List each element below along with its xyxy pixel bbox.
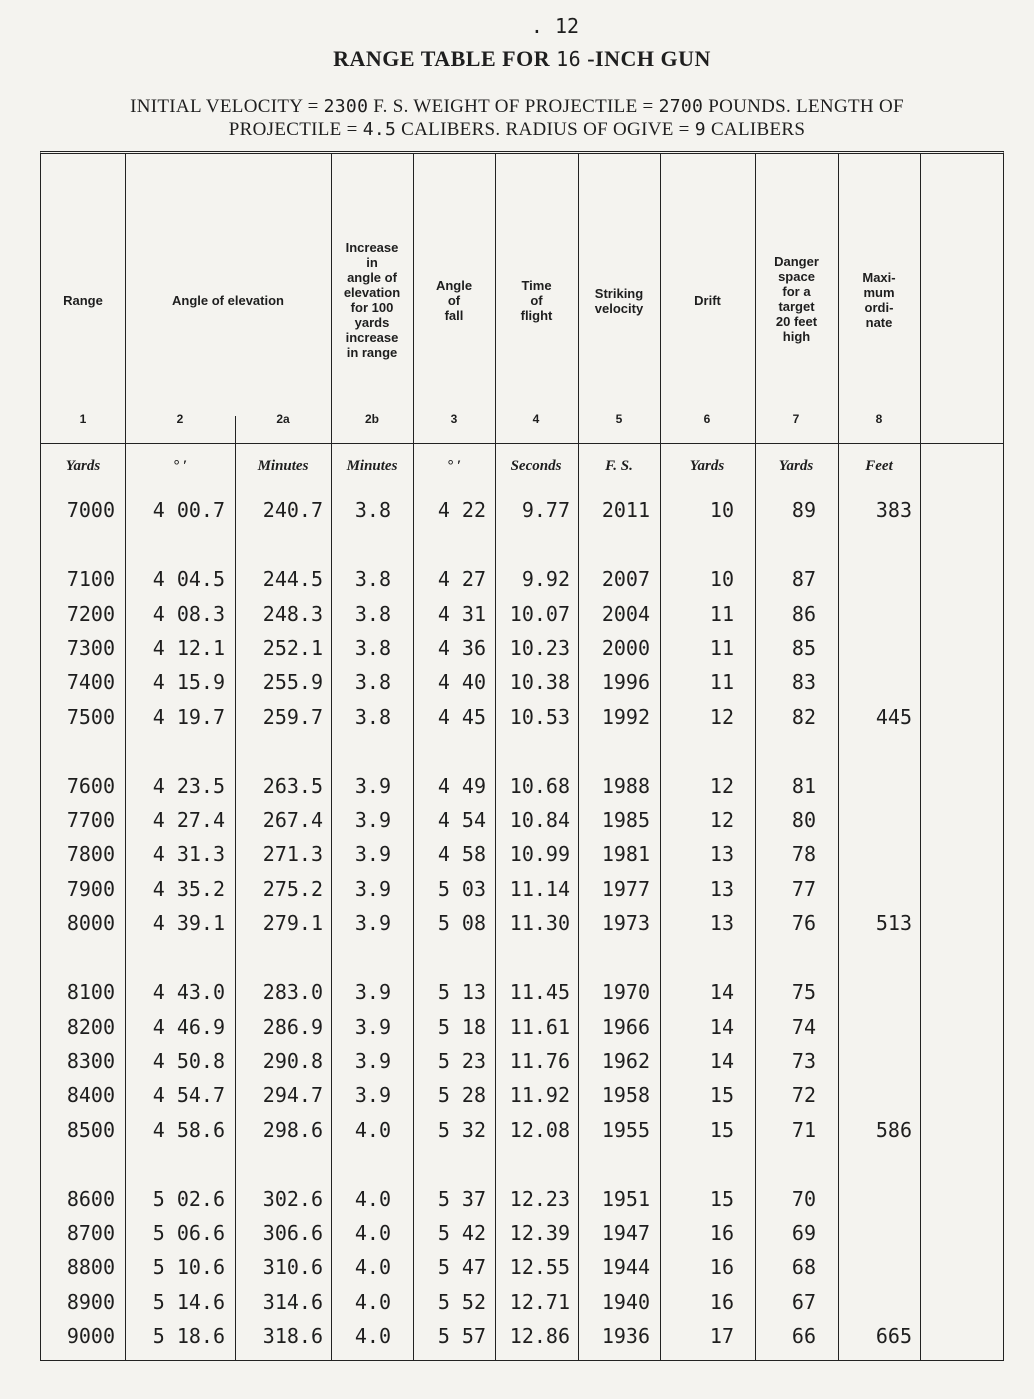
range-table	[40, 151, 1004, 1361]
cell-min: 290.8	[262, 1048, 323, 1073]
cell-inc: 3.8	[354, 601, 391, 626]
cell-danger: 70	[791, 1186, 816, 1211]
cell-min: 318.6	[262, 1324, 323, 1348]
page-title	[0, 46, 1034, 72]
cell-drift: 14	[709, 1014, 734, 1039]
header-line: 20 feet	[775, 314, 818, 329]
header-line: elevation	[343, 285, 401, 300]
header-velocity	[578, 286, 660, 316]
cell-fall: 5 18	[437, 1014, 486, 1039]
header-elevation: Angle of elevation	[172, 293, 284, 308]
cell-time: 10.23	[509, 635, 570, 660]
cell-drift: 13	[709, 911, 734, 935]
cell-elev: 5 02.6	[152, 1186, 225, 1211]
cell-inc: 3.9	[354, 808, 391, 833]
cell-inc: 3.8	[354, 498, 391, 522]
cell-range: 8500	[66, 1117, 115, 1142]
cell-vel: 1992	[601, 704, 650, 729]
cell-elev: 4 00.7	[152, 498, 225, 522]
subtitle-text: PROJECTILE =	[228, 119, 363, 140]
cell-time: 12.39	[509, 1221, 570, 1246]
cell-range: 7600	[66, 773, 115, 798]
cell-range: 7400	[66, 670, 115, 695]
cell-ord: 513	[875, 911, 912, 935]
title-suffix: -INCH GUN	[587, 46, 711, 71]
cell-elev: 4 43.0	[152, 980, 225, 1005]
subtitle-text: CALIBERS. RADIUS OF OGIVE =	[396, 119, 695, 140]
cell-time: 9.77	[521, 498, 570, 522]
header-line: for a	[782, 284, 811, 299]
cell-danger: 67	[791, 1289, 816, 1314]
cell-fall: 4 45	[437, 704, 486, 729]
cell-danger: 86	[791, 601, 816, 626]
length-value: 4.5	[362, 119, 397, 140]
cell-range: 8800	[66, 1255, 115, 1280]
cell-inc: 4.0	[354, 1324, 391, 1348]
cell-danger: 76	[791, 911, 816, 935]
column-number: 2	[176, 412, 184, 426]
cell-inc: 3.9	[354, 773, 391, 798]
cell-drift: 13	[709, 842, 734, 867]
cell-min: 310.6	[262, 1255, 323, 1280]
cell-vel: 1970	[601, 980, 650, 1005]
column-number: 6	[703, 412, 711, 426]
cell-inc: 3.8	[354, 567, 391, 592]
header-line: ordi-	[864, 300, 894, 315]
header-line: in	[366, 255, 378, 270]
cell-time: 12.23	[509, 1186, 570, 1211]
header-line: Time	[521, 278, 552, 293]
cell-danger: 68	[791, 1255, 816, 1280]
cell-min: 248.3	[262, 601, 323, 626]
header-line: in range	[346, 345, 398, 360]
cell-elev: 4 58.6	[152, 1117, 225, 1142]
cell-drift: 14	[709, 980, 734, 1005]
cell-vel: 1988	[601, 773, 650, 798]
column-divider	[125, 154, 126, 1360]
cell-danger: 74	[791, 1014, 816, 1039]
cell-min: 263.5	[262, 773, 323, 798]
cell-range: 7500	[66, 704, 115, 729]
cell-range: 7000	[66, 498, 115, 522]
cell-time: 10.53	[509, 704, 570, 729]
cell-min: 255.9	[262, 670, 323, 695]
header-line: target	[778, 299, 815, 314]
cell-inc: 3.8	[354, 635, 391, 660]
cell-time: 12.55	[509, 1255, 570, 1280]
header-divider	[41, 443, 1003, 444]
cell-danger: 87	[791, 567, 816, 592]
unit-label: Minutes	[346, 458, 398, 474]
cell-min: 283.0	[262, 980, 323, 1005]
header-line: mum	[863, 285, 895, 300]
cell-range: 9000	[66, 1324, 115, 1348]
cell-danger: 80	[791, 808, 816, 833]
cell-fall: 4 36	[437, 635, 486, 660]
cell-min: 298.6	[262, 1117, 323, 1142]
subtitle-text: INITIAL VELOCITY =	[130, 96, 324, 117]
cell-fall: 4 54	[437, 808, 486, 833]
cell-range: 8400	[66, 1083, 115, 1108]
cell-inc: 3.9	[354, 980, 391, 1005]
cell-fall: 5 28	[437, 1083, 486, 1108]
cell-drift: 11	[709, 635, 734, 660]
cell-danger: 75	[791, 980, 816, 1005]
cell-danger: 69	[791, 1221, 816, 1246]
cell-vel: 2007	[601, 567, 650, 592]
cell-time: 10.84	[509, 808, 570, 833]
header-line: yards	[354, 315, 390, 330]
cell-time: 11.76	[509, 1048, 570, 1073]
cell-vel: 2011	[601, 498, 650, 522]
header-line: fall	[444, 308, 464, 323]
cell-fall: 5 13	[437, 980, 486, 1005]
cell-vel: 1966	[601, 1014, 650, 1039]
cell-inc: 4.0	[354, 1221, 391, 1246]
cell-min: 240.7	[262, 498, 323, 522]
ogive-value: 9	[694, 119, 706, 140]
cell-inc: 3.9	[354, 842, 391, 867]
unit-label: Yards	[65, 458, 101, 474]
cell-vel: 1951	[601, 1186, 650, 1211]
cell-fall: 4 40	[437, 670, 486, 695]
cell-fall: 4 27	[437, 567, 486, 592]
cell-fall: 5 23	[437, 1048, 486, 1073]
column-number: 2b	[364, 412, 379, 426]
header-ordinate	[838, 270, 920, 330]
column-divider	[578, 154, 579, 1360]
cell-time: 11.61	[509, 1014, 570, 1039]
cell-vel: 1958	[601, 1083, 650, 1108]
cell-ord: 445	[875, 704, 912, 729]
cell-time: 9.92	[521, 567, 570, 592]
header-line: nate	[865, 315, 893, 330]
column-number: 1	[79, 412, 87, 426]
unit-label: Minutes	[257, 458, 309, 474]
cell-range: 7100	[66, 567, 115, 592]
cell-fall: 5 03	[437, 876, 486, 901]
cell-time: 10.38	[509, 670, 570, 695]
header-line: angle of	[347, 270, 397, 285]
cell-elev: 4 46.9	[152, 1014, 225, 1039]
cell-time: 11.14	[509, 876, 570, 901]
cell-inc: 3.9	[354, 911, 391, 935]
cell-inc: 3.9	[354, 1048, 391, 1073]
header-line: Angle	[435, 278, 473, 293]
cell-elev: 5 10.6	[152, 1255, 225, 1280]
velocity-value: 2300	[323, 96, 369, 117]
subtitle-text: CALIBERS	[705, 119, 806, 140]
cell-danger: 82	[791, 704, 816, 729]
subtitle-line-1	[30, 96, 1004, 118]
cell-min: 314.6	[262, 1289, 323, 1314]
cell-fall: 5 57	[437, 1324, 486, 1348]
header-increase	[331, 240, 413, 360]
cell-fall: 5 37	[437, 1186, 486, 1211]
cell-danger: 81	[791, 773, 816, 798]
cell-range: 8700	[66, 1221, 115, 1246]
header-line: flight	[520, 308, 553, 323]
cell-time: 12.86	[509, 1324, 570, 1348]
header-line: space	[778, 269, 815, 284]
header-fall	[413, 278, 495, 323]
header-danger	[755, 254, 838, 344]
cell-fall: 5 52	[437, 1289, 486, 1314]
column-divider	[495, 154, 496, 1360]
cell-range: 7300	[66, 635, 115, 660]
cell-elev: 4 08.3	[152, 601, 225, 626]
cell-drift: 16	[709, 1255, 734, 1280]
cell-elev: 4 35.2	[152, 876, 225, 901]
cell-vel: 1977	[601, 876, 650, 901]
cell-time: 10.99	[509, 842, 570, 867]
header-line: Danger	[774, 254, 819, 269]
cell-elev: 4 15.9	[152, 670, 225, 695]
cell-vel: 1973	[601, 911, 650, 935]
cell-min: 275.2	[262, 876, 323, 901]
header-time	[495, 278, 578, 323]
cell-ord: 383	[875, 498, 912, 522]
cell-inc: 3.8	[354, 670, 391, 695]
column-number: 8	[875, 412, 883, 426]
cell-range: 8100	[66, 980, 115, 1005]
header-line: velocity	[594, 301, 644, 316]
header-line: Increase	[345, 240, 399, 255]
cell-elev: 4 04.5	[152, 567, 225, 592]
cell-fall: 4 22	[437, 498, 486, 522]
cell-elev: 4 23.5	[152, 773, 225, 798]
header-line: increase	[345, 330, 399, 345]
cell-ord: 586	[875, 1117, 912, 1142]
cell-elev: 4 27.4	[152, 808, 225, 833]
cell-danger: 78	[791, 842, 816, 867]
cell-elev: 5 18.6	[152, 1324, 225, 1348]
cell-min: 244.5	[262, 567, 323, 592]
header-line: Striking	[594, 286, 644, 301]
subtitle-line-2	[30, 119, 1004, 141]
unit-label: Yards	[689, 458, 725, 474]
cell-time: 12.08	[509, 1117, 570, 1142]
column-divider	[920, 154, 921, 1360]
cell-drift: 12	[709, 773, 734, 798]
cell-vel: 1962	[601, 1048, 650, 1073]
cell-time: 11.45	[509, 980, 570, 1005]
cell-min: 259.7	[262, 704, 323, 729]
cell-danger: 77	[791, 876, 816, 901]
cell-elev: 4 31.3	[152, 842, 225, 867]
title-caliber: 16	[556, 47, 582, 71]
cell-min: 302.6	[262, 1186, 323, 1211]
cell-vel: 1936	[601, 1324, 650, 1348]
cell-drift: 15	[709, 1186, 734, 1211]
cell-fall: 5 32	[437, 1117, 486, 1142]
column-divider	[235, 416, 236, 1360]
cell-range: 7800	[66, 842, 115, 867]
cell-elev: 4 19.7	[152, 704, 225, 729]
cell-fall: 5 47	[437, 1255, 486, 1280]
cell-drift: 11	[709, 670, 734, 695]
header-line: Maxi-	[862, 270, 896, 285]
cell-vel: 1981	[601, 842, 650, 867]
column-number: 3	[450, 412, 458, 426]
header-drift: Drift	[694, 293, 721, 308]
unit-label: ° ′	[173, 458, 187, 474]
cell-inc: 4.0	[354, 1289, 391, 1314]
cell-range: 7900	[66, 876, 115, 901]
cell-fall: 4 49	[437, 773, 486, 798]
cell-fall: 5 42	[437, 1221, 486, 1246]
cell-drift: 13	[709, 876, 734, 901]
cell-vel: 1940	[601, 1289, 650, 1314]
weight-value: 2700	[658, 96, 704, 117]
unit-label: Feet	[865, 458, 893, 474]
column-divider	[413, 154, 414, 1360]
column-number: 4	[532, 412, 540, 426]
cell-inc: 4.0	[354, 1255, 391, 1280]
header-range: Range	[63, 293, 103, 308]
cell-time: 11.30	[509, 911, 570, 935]
cell-vel: 1944	[601, 1255, 650, 1280]
cell-danger: 83	[791, 670, 816, 695]
cell-vel: 1955	[601, 1117, 650, 1142]
cell-elev: 4 12.1	[152, 635, 225, 660]
cell-elev: 4 54.7	[152, 1083, 225, 1108]
cell-danger: 66	[791, 1324, 816, 1348]
cell-vel: 1996	[601, 670, 650, 695]
cell-inc: 4.0	[354, 1186, 391, 1211]
cell-min: 286.9	[262, 1014, 323, 1039]
cell-range: 7200	[66, 601, 115, 626]
column-divider	[838, 154, 839, 1360]
header-line: of	[447, 293, 461, 308]
column-number: 7	[792, 412, 800, 426]
cell-range: 8600	[66, 1186, 115, 1211]
cell-time: 12.71	[509, 1289, 570, 1314]
cell-vel: 1985	[601, 808, 650, 833]
cell-drift: 15	[709, 1117, 734, 1142]
cell-min: 271.3	[262, 842, 323, 867]
cell-range: 7700	[66, 808, 115, 833]
cell-min: 294.7	[262, 1083, 323, 1108]
cell-danger: 73	[791, 1048, 816, 1073]
cell-drift: 14	[709, 1048, 734, 1073]
cell-inc: 3.8	[354, 704, 391, 729]
cell-range: 8000	[66, 911, 115, 935]
header-line: of	[530, 293, 543, 308]
cell-drift: 16	[709, 1289, 734, 1314]
cell-drift: 12	[709, 704, 734, 729]
cell-fall: 4 58	[437, 842, 486, 867]
cell-drift: 10	[709, 567, 734, 592]
cell-danger: 89	[791, 498, 816, 522]
cell-danger: 72	[791, 1083, 816, 1108]
subtitle-text: POUNDS. LENGTH OF	[703, 96, 904, 117]
column-number: 5	[615, 412, 623, 426]
cell-drift: 11	[709, 601, 734, 626]
cell-vel: 2004	[601, 601, 650, 626]
cell-vel: 2000	[601, 635, 650, 660]
cell-min: 306.6	[262, 1221, 323, 1246]
cell-fall: 5 08	[437, 911, 486, 935]
page-number: . 12	[530, 14, 580, 38]
cell-range: 8900	[66, 1289, 115, 1314]
cell-range: 8200	[66, 1014, 115, 1039]
unit-label: Yards	[778, 458, 814, 474]
unit-label: Seconds	[510, 458, 562, 474]
cell-time: 11.92	[509, 1083, 570, 1108]
cell-range: 8300	[66, 1048, 115, 1073]
cell-elev: 5 14.6	[152, 1289, 225, 1314]
cell-drift: 17	[709, 1324, 734, 1348]
column-divider	[660, 154, 661, 1360]
subtitle-text: F. S. WEIGHT OF PROJECTILE =	[368, 96, 659, 117]
cell-time: 10.07	[509, 601, 570, 626]
cell-drift: 12	[709, 808, 734, 833]
cell-min: 279.1	[262, 911, 323, 935]
header-line: high	[782, 329, 811, 344]
cell-vel: 1947	[601, 1221, 650, 1246]
cell-min: 252.1	[262, 635, 323, 660]
title-prefix: RANGE TABLE FOR	[333, 46, 551, 71]
unit-label: F. S.	[605, 458, 633, 474]
cell-elev: 5 06.6	[152, 1221, 225, 1246]
unit-label: ° ′	[447, 458, 461, 474]
cell-drift: 16	[709, 1221, 734, 1246]
cell-danger: 71	[791, 1117, 816, 1142]
cell-inc: 4.0	[354, 1117, 391, 1142]
cell-elev: 4 50.8	[152, 1048, 225, 1073]
cell-drift: 10	[709, 498, 734, 522]
cell-elev: 4 39.1	[152, 911, 225, 935]
column-number: 2a	[276, 412, 290, 426]
cell-time: 10.68	[509, 773, 570, 798]
cell-ord: 665	[875, 1324, 912, 1348]
cell-inc: 3.9	[354, 1083, 391, 1108]
cell-inc: 3.9	[354, 876, 391, 901]
cell-danger: 85	[791, 635, 816, 660]
cell-min: 267.4	[262, 808, 323, 833]
cell-drift: 15	[709, 1083, 734, 1108]
header-line: for 100	[350, 300, 394, 315]
cell-inc: 3.9	[354, 1014, 391, 1039]
cell-fall: 4 31	[437, 601, 486, 626]
